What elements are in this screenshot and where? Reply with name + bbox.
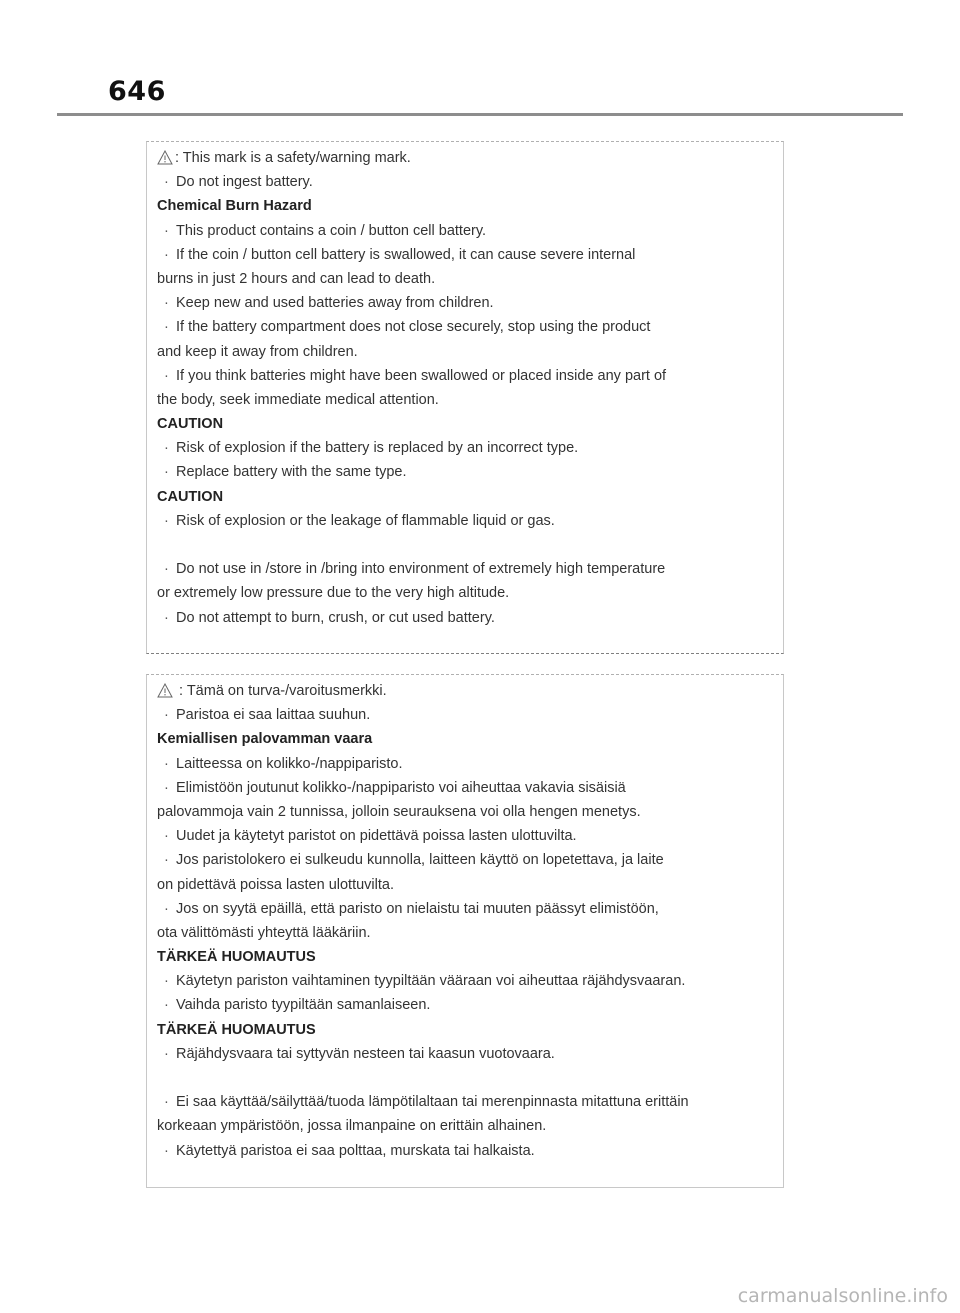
bullet-text: If you think batteries might have been swallowed or placed inside any part of (176, 367, 667, 384)
section-heading: CAUTION (157, 488, 224, 505)
english-safety-notice (146, 141, 784, 654)
bullet-text: Paristoa ei saa laittaa suuhun. (176, 707, 371, 724)
bullet-text: Do not attempt to burn, crush, or cut used battery. (176, 609, 495, 626)
bullet-line (157, 752, 773, 776)
header-rule (57, 113, 903, 116)
bullet-text: This product contains a coin / button cell battery. (176, 222, 487, 239)
continuation-line: ota välittömästi yhteyttä lääkäriin. (157, 924, 371, 941)
bullet-icon: · (164, 973, 169, 990)
bullet-line (157, 509, 773, 533)
bullet-text: Käytetyn pariston vaihtaminen tyypiltään vääraan voi aiheuttaa räjähdysvaaran. (176, 973, 686, 990)
bullet-line (157, 219, 773, 243)
bullet-line (157, 243, 773, 267)
bullet-icon: · (164, 512, 169, 529)
warning-mark-text: : Tämä on turva-/varoitusmerkki. (179, 683, 387, 699)
bullet-line (157, 897, 773, 921)
finnish-safety-notice (146, 674, 784, 1188)
bullet-line (157, 436, 773, 460)
continuation-line: or extremely low pressure due to the very high altitude. (157, 585, 510, 602)
bullet-text: Risk of explosion or the leakage of flammable liquid or gas. (176, 512, 555, 529)
bullet-icon: · (164, 755, 169, 772)
bullet-line (157, 824, 773, 848)
section-heading: CAUTION (157, 416, 224, 433)
bullet-text: Risk of explosion if the battery is replaced by an incorrect type. (176, 440, 579, 457)
notice-lines (157, 703, 773, 1163)
bullet-icon: · (164, 1094, 169, 1111)
bullet-icon: · (164, 174, 169, 191)
bullet-text: Jos on syytä epäillä, että paristo on nielaistu tai muuten päässyt elimistöön, (176, 900, 659, 917)
bullet-text: Uudet ja käytetyt paristot on pidettävä poissa lasten ulottuvilta. (176, 828, 577, 845)
warning-mark-line (157, 679, 773, 703)
bullet-line (157, 776, 773, 800)
bullet-text: Vaihda paristo tyypiltään samanlaiseen. (176, 997, 431, 1014)
bullet-text: Räjähdysvaara tai syttyvän nesteen tai kaasun vuotovaara. (176, 1045, 555, 1062)
bullet-icon: · (164, 900, 169, 917)
warning-mark-text: : This mark is a safety/warning mark. (175, 150, 411, 166)
bullet-line (157, 460, 773, 484)
continuation-line: and keep it away from children. (157, 343, 358, 360)
bullet-icon: · (164, 609, 169, 626)
bullet-line (157, 1139, 773, 1163)
bullet-text: If the battery compartment does not close securely, stop using the product (176, 319, 651, 336)
bullet-text: Replace battery with the same type. (176, 464, 407, 481)
bullet-line (157, 993, 773, 1017)
section-heading: TÄRKEÄ HUOMAUTUS (157, 1021, 316, 1038)
bullet-text: Jos paristolokero ei sulkeudu kunnolla, laitteen käyttö on lopetettava, ja laite (176, 852, 664, 869)
bullet-icon: · (164, 828, 169, 845)
continuation-line: on pidettävä poissa lasten ulottuvilta. (157, 876, 394, 893)
bullet-text: Ei saa käyttää/säilyttää/tuoda lämpötilaltaan tai merenpinnasta mitattuna erittäin (176, 1094, 689, 1111)
watermark: carmanualsonline.info (737, 1285, 948, 1307)
page-number: 646 (108, 76, 166, 107)
continuation-line: palovammoja vain 2 tunnissa, jolloin seurauksena voi olla hengen menetys. (157, 803, 641, 820)
bullet-icon: · (164, 561, 169, 578)
bullet-icon: · (164, 440, 169, 457)
section-heading: Chemical Burn Hazard (157, 198, 312, 215)
blank-line (157, 1066, 773, 1090)
bullet-icon: · (164, 1045, 169, 1062)
bullet-line (157, 364, 773, 388)
bullet-icon: · (164, 707, 169, 724)
bullet-text: If the coin / button cell battery is swallowed, it can cause severe internal (176, 246, 636, 263)
bullet-icon: · (164, 319, 169, 336)
bullet-line (157, 170, 773, 194)
bullet-text: Keep new and used batteries away from children. (176, 295, 494, 312)
bullet-text: Do not use in /store in /bring into environment of extremely high temperature (176, 561, 666, 578)
continuation-line: the body, seek immediate medical attention. (157, 391, 439, 408)
bullet-icon: · (164, 779, 169, 796)
bullet-icon: · (164, 852, 169, 869)
bullet-line (157, 703, 773, 727)
section-heading: TÄRKEÄ HUOMAUTUS (157, 949, 316, 966)
bullet-line (157, 1042, 773, 1066)
blank-line (157, 533, 773, 557)
continuation-line: burns in just 2 hours and can lead to death. (157, 270, 436, 287)
bullet-text: Laitteessa on kolikko-/nappiparisto. (176, 755, 403, 772)
bullet-icon: · (164, 367, 169, 384)
warning-mark-line (157, 146, 773, 170)
bullet-line (157, 291, 773, 315)
bullet-text: Elimistöön joutunut kolikko-/nappiparisto voi aiheuttaa vakavia sisäisiä (176, 779, 626, 796)
bullet-icon: · (164, 222, 169, 239)
bullet-line (157, 606, 773, 630)
bullet-line (157, 315, 773, 339)
continuation-line: korkeaan ympäristöön, jossa ilmanpaine on erittäin alhainen. (157, 1118, 547, 1135)
bullet-line (157, 557, 773, 581)
bullet-line (157, 848, 773, 872)
bullet-icon: · (164, 1142, 169, 1159)
bullet-icon: · (164, 997, 169, 1014)
bullet-text: Do not ingest battery. (176, 174, 313, 191)
bullet-icon: · (164, 464, 169, 481)
bullet-icon: · (164, 295, 169, 312)
bullet-line (157, 969, 773, 993)
notice-lines (157, 170, 773, 630)
bullet-text: Käytettyä paristoa ei saa polttaa, murskata tai halkaista. (176, 1142, 535, 1159)
bullet-line (157, 1090, 773, 1114)
section-heading: Kemiallisen palovamman vaara (157, 731, 373, 748)
bullet-icon: · (164, 246, 169, 263)
